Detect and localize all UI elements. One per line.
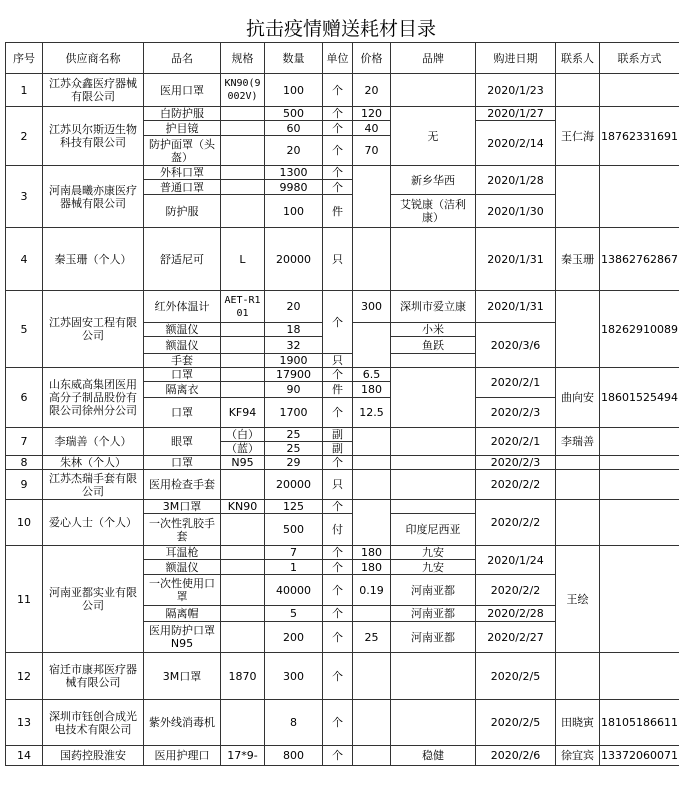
table-row	[6, 700, 680, 746]
cell-qty: 800	[265, 746, 323, 766]
cell-date: 2020/2/14	[476, 121, 556, 166]
cell-spec	[221, 323, 265, 337]
cell-item: 医用护理口	[144, 746, 221, 766]
cell-unit: 副	[323, 428, 353, 442]
cell-supplier: 江苏杰瑞手套有限公司	[43, 470, 144, 500]
cell-phone	[600, 653, 680, 700]
header-spec: 规格	[221, 43, 265, 74]
cell-contact: 王绘	[556, 546, 600, 653]
cell-phone	[600, 74, 680, 107]
cell-qty: 5	[265, 606, 323, 622]
table-row	[6, 368, 680, 382]
cell-spec: KF94	[221, 398, 265, 428]
cell-contact: 田晓寅	[556, 700, 600, 746]
cell-item: 防护面罩（头盔）	[144, 136, 221, 166]
cell-item: 医用检查手套	[144, 470, 221, 500]
cell-date: 2020/2/2	[476, 470, 556, 500]
cell-phone: 18601525494	[600, 368, 680, 428]
cell-item: 额温仪	[144, 337, 221, 354]
cell-unit: 件	[323, 195, 353, 228]
cell-contact	[556, 653, 600, 700]
cell-brand	[391, 470, 476, 500]
table-row	[6, 428, 680, 442]
cell-brand: 印度尼西亚	[391, 514, 476, 546]
cell-item: 额温仪	[144, 323, 221, 337]
cell-brand: 九安	[391, 560, 476, 575]
cell-item: 口罩	[144, 456, 221, 470]
cell-qty: 1900	[265, 354, 323, 368]
cell-price	[353, 653, 391, 700]
cell-price: 180	[353, 560, 391, 575]
cell-unit: 只	[323, 470, 353, 500]
cell-price: 25	[353, 622, 391, 653]
cell-item: 舒适尼可	[144, 228, 221, 291]
cell-spec: L	[221, 228, 265, 291]
header-supplier: 供应商名称	[43, 43, 144, 74]
cell-brand	[391, 74, 476, 107]
cell-unit: 个	[323, 546, 353, 560]
cell-phone: 13862762867	[600, 228, 680, 291]
cell-date: 2020/1/27	[476, 107, 556, 121]
cell-date: 2020/2/27	[476, 622, 556, 653]
cell-contact	[556, 291, 600, 368]
table-row	[6, 653, 680, 700]
header-qty: 数量	[265, 43, 323, 74]
cell-qty: 500	[265, 107, 323, 121]
cell-brand	[391, 456, 476, 470]
cell-price: 180	[353, 382, 391, 398]
cell-brand	[391, 428, 476, 456]
cell-spec	[221, 180, 265, 195]
cell-phone	[600, 500, 680, 546]
cell-unit: 个	[323, 560, 353, 575]
cell-spec	[221, 354, 265, 368]
cell-no: 1	[6, 74, 43, 107]
cell-qty: 20000	[265, 470, 323, 500]
cell-price	[353, 228, 391, 291]
cell-contact: 徐宜宾	[556, 746, 600, 766]
table-row	[6, 291, 680, 323]
cell-spec	[221, 560, 265, 575]
cell-qty: 500	[265, 514, 323, 546]
table-row	[6, 74, 680, 107]
cell-phone	[600, 456, 680, 470]
cell-contact: 秦玉珊	[556, 228, 600, 291]
cell-price	[353, 700, 391, 746]
cell-date: 2020/2/3	[476, 456, 556, 470]
cell-no: 13	[6, 700, 43, 746]
cell-date: 2020/1/31	[476, 228, 556, 291]
cell-date: 2020/1/31	[476, 291, 556, 323]
cell-price: 300	[353, 291, 391, 323]
cell-unit: 个	[323, 166, 353, 180]
cell-qty: 1300	[265, 166, 323, 180]
cell-qty: 20	[265, 291, 323, 323]
cell-brand: 无	[391, 107, 476, 166]
header-phone: 联系方式	[600, 43, 680, 74]
cell-unit: 个	[323, 136, 353, 166]
cell-unit: 个	[323, 575, 353, 606]
cell-item: 3M口罩	[144, 500, 221, 514]
cell-spec	[221, 195, 265, 228]
cell-qty: 60	[265, 121, 323, 136]
cell-no: 10	[6, 500, 43, 546]
cell-phone	[600, 470, 680, 500]
cell-qty: 8	[265, 700, 323, 746]
cell-price: 40	[353, 121, 391, 136]
cell-unit: 只	[323, 228, 353, 291]
cell-brand	[391, 700, 476, 746]
cell-spec: KN90	[221, 500, 265, 514]
cell-qty: 1	[265, 560, 323, 575]
cell-supplier: 深圳市钰创合成光电技术有限公司	[43, 700, 144, 746]
table-row	[6, 456, 680, 470]
cell-price	[353, 746, 391, 766]
cell-spec	[221, 368, 265, 382]
cell-unit: 个	[323, 622, 353, 653]
table-row	[6, 166, 680, 180]
cell-price: 120	[353, 107, 391, 121]
cell-brand: 九安	[391, 546, 476, 560]
cell-spec	[221, 107, 265, 121]
cell-date: 2020/1/23	[476, 74, 556, 107]
cell-unit: 只	[323, 354, 353, 368]
cell-phone	[600, 546, 680, 653]
cell-brand: 深圳市爱立康	[391, 291, 476, 323]
cell-supplier: 河南晨曦亦康医疗器械有限公司	[43, 166, 144, 228]
cell-supplier: 河南亚都实业有限公司	[43, 546, 144, 653]
cell-qty: 25	[265, 428, 323, 442]
cell-brand: 新乡华西	[391, 166, 476, 195]
cell-contact	[556, 470, 600, 500]
cell-qty: 25	[265, 442, 323, 456]
cell-no: 11	[6, 546, 43, 653]
cell-spec	[221, 700, 265, 746]
cell-unit: 个	[323, 121, 353, 136]
cell-supplier: 李瑞善（个人）	[43, 428, 144, 456]
cell-qty: 7	[265, 546, 323, 560]
cell-no: 6	[6, 368, 43, 428]
cell-qty: 1700	[265, 398, 323, 428]
cell-phone: 18762331691	[600, 107, 680, 166]
cell-brand: 小米	[391, 323, 476, 337]
cell-qty: 100	[265, 195, 323, 228]
cell-item: 额温仪	[144, 560, 221, 575]
cell-contact: 曲向安	[556, 368, 600, 428]
cell-phone: 13372060071	[600, 746, 680, 766]
cell-price	[353, 500, 391, 546]
cell-item: 白防护服	[144, 107, 221, 121]
cell-contact	[556, 166, 600, 228]
cell-contact: 王仁海	[556, 107, 600, 166]
cell-no: 7	[6, 428, 43, 456]
cell-spec	[221, 337, 265, 354]
cell-brand: 河南亚都	[391, 606, 476, 622]
table-row	[6, 746, 680, 766]
cell-brand: 稳健	[391, 746, 476, 766]
cell-date: 2020/1/28	[476, 166, 556, 195]
header-contact: 联系人	[556, 43, 600, 74]
cell-item: 普通口罩	[144, 180, 221, 195]
cell-unit: 个	[323, 456, 353, 470]
cell-item: 护目镜	[144, 121, 221, 136]
cell-date: 2020/2/2	[476, 575, 556, 606]
cell-qty: 125	[265, 500, 323, 514]
cell-unit: 个	[323, 368, 353, 382]
cell-unit: 个	[323, 107, 353, 121]
cell-price: 6.5	[353, 368, 391, 382]
cell-supplier: 爱心人士（个人）	[43, 500, 144, 546]
cell-item: 一次性使用口罩	[144, 575, 221, 606]
cell-unit: 个	[323, 500, 353, 514]
cell-contact: 李瑞善	[556, 428, 600, 456]
header-brand: 品牌	[391, 43, 476, 74]
cell-qty: 40000	[265, 575, 323, 606]
cell-date: 2020/2/28	[476, 606, 556, 622]
cell-phone: 18262910089	[600, 291, 680, 368]
cell-item: 一次性乳胶手套	[144, 514, 221, 546]
cell-qty: 29	[265, 456, 323, 470]
cell-qty: 20000	[265, 228, 323, 291]
cell-spec: 17*9-	[221, 746, 265, 766]
cell-supplier: 秦玉珊（个人）	[43, 228, 144, 291]
cell-supplier: 山东威高集团医用高分子制品股份有限公司徐州分公司	[43, 368, 144, 428]
cell-spec	[221, 622, 265, 653]
cell-supplier: 江苏贝尔斯迈生物科技有限公司	[43, 107, 144, 166]
cell-item: 隔离帽	[144, 606, 221, 622]
cell-brand: 鱼跃	[391, 337, 476, 354]
cell-unit: 个	[323, 291, 353, 354]
cell-brand	[391, 228, 476, 291]
cell-item: 手套	[144, 354, 221, 368]
table-row	[6, 500, 680, 514]
cell-no: 12	[6, 653, 43, 700]
cell-no: 4	[6, 228, 43, 291]
cell-qty: 17900	[265, 368, 323, 382]
cell-unit: 副	[323, 442, 353, 456]
cell-spec: （蓝）	[221, 442, 265, 456]
cell-item: 3M口罩	[144, 653, 221, 700]
cell-no: 5	[6, 291, 43, 368]
cell-item: 防护服	[144, 195, 221, 228]
cell-item: 外科口罩	[144, 166, 221, 180]
cell-date: 2020/2/1	[476, 368, 556, 398]
table-row	[6, 228, 680, 291]
cell-date: 2020/2/2	[476, 500, 556, 546]
cell-spec	[221, 136, 265, 166]
cell-brand: 河南亚都	[391, 622, 476, 653]
cell-price: 70	[353, 136, 391, 166]
cell-brand	[391, 653, 476, 700]
header-date: 购进日期	[476, 43, 556, 74]
cell-brand	[391, 354, 476, 368]
cell-price	[353, 456, 391, 470]
header-row	[6, 43, 680, 74]
cell-item: 耳温枪	[144, 546, 221, 560]
cell-qty: 200	[265, 622, 323, 653]
cell-spec: N95	[221, 456, 265, 470]
cell-supplier: 国药控股淮安	[43, 746, 144, 766]
cell-date: 2020/2/3	[476, 398, 556, 428]
cell-date: 2020/3/6	[476, 323, 556, 368]
cell-unit: 个	[323, 700, 353, 746]
cell-price: 12.5	[353, 398, 391, 428]
cell-qty: 32	[265, 337, 323, 354]
cell-no: 8	[6, 456, 43, 470]
cell-qty: 18	[265, 323, 323, 337]
cell-brand: 艾锐康（洁利康）	[391, 195, 476, 228]
cell-date: 2020/2/5	[476, 700, 556, 746]
cell-item: 口罩	[144, 368, 221, 382]
cell-unit: 个	[323, 653, 353, 700]
cell-phone	[600, 428, 680, 456]
cell-unit: 件	[323, 382, 353, 398]
cell-unit: 个	[323, 398, 353, 428]
cell-unit: 个	[323, 180, 353, 195]
cell-unit: 个	[323, 606, 353, 622]
cell-contact	[556, 456, 600, 470]
header-item: 品名	[144, 43, 221, 74]
cell-price	[353, 166, 391, 228]
cell-spec: （白）	[221, 428, 265, 442]
cell-brand	[391, 368, 476, 428]
header-price: 价格	[353, 43, 391, 74]
cell-phone: 18105186611	[600, 700, 680, 746]
cell-spec: AET-R101	[221, 291, 265, 323]
cell-item: 医用口罩	[144, 74, 221, 107]
cell-qty: 300	[265, 653, 323, 700]
cell-qty: 9980	[265, 180, 323, 195]
cell-spec: 1870	[221, 653, 265, 700]
cell-brand: 河南亚都	[391, 575, 476, 606]
cell-spec	[221, 121, 265, 136]
table-row	[6, 470, 680, 500]
cell-price	[353, 428, 391, 456]
cell-spec	[221, 546, 265, 560]
cell-spec	[221, 166, 265, 180]
cell-supplier: 宿迁市康邦医疗器械有限公司	[43, 653, 144, 700]
cell-contact	[556, 500, 600, 546]
header-unit: 单位	[323, 43, 353, 74]
cell-price	[353, 323, 391, 368]
cell-spec: KN90(9002V)	[221, 74, 265, 107]
document-title: 抗击疫情赠送耗材目录	[245, 18, 436, 40]
cell-spec	[221, 575, 265, 606]
cell-no: 9	[6, 470, 43, 500]
cell-no: 3	[6, 166, 43, 228]
cell-date: 2020/1/24	[476, 546, 556, 575]
cell-date: 2020/2/6	[476, 746, 556, 766]
cell-unit: 个	[323, 74, 353, 107]
cell-spec	[221, 470, 265, 500]
cell-qty: 20	[265, 136, 323, 166]
cell-supplier: 江苏固安工程有限公司	[43, 291, 144, 368]
cell-qty: 90	[265, 382, 323, 398]
cell-contact	[556, 74, 600, 107]
cell-phone	[600, 166, 680, 228]
cell-date: 2020/2/5	[476, 653, 556, 700]
cell-item: 紫外线消毒机	[144, 700, 221, 746]
cell-spec	[221, 514, 265, 546]
cell-unit: 付	[323, 514, 353, 546]
cell-no: 2	[6, 107, 43, 166]
cell-item: 眼罩	[144, 428, 221, 456]
supplies-table	[5, 42, 679, 766]
cell-price: 0.19	[353, 575, 391, 606]
cell-date: 2020/1/30	[476, 195, 556, 228]
cell-price	[353, 606, 391, 622]
cell-item: 口罩	[144, 398, 221, 428]
header-no: 序号	[6, 43, 43, 74]
cell-item: 隔离衣	[144, 382, 221, 398]
table-row	[6, 546, 680, 560]
cell-spec	[221, 606, 265, 622]
table-row	[6, 107, 680, 121]
table-container	[5, 42, 679, 796]
cell-no: 14	[6, 746, 43, 766]
cell-price	[353, 470, 391, 500]
cell-brand	[391, 500, 476, 514]
cell-price: 20	[353, 74, 391, 107]
cell-item: 红外体温计	[144, 291, 221, 323]
cell-supplier: 朱林（个人）	[43, 456, 144, 470]
cell-spec	[221, 382, 265, 398]
cell-item: 医用防护口罩 N95	[144, 622, 221, 653]
cell-qty: 100	[265, 74, 323, 107]
cell-unit: 个	[323, 746, 353, 766]
cell-price: 180	[353, 546, 391, 560]
cell-supplier: 江苏众鑫医疗器械有限公司	[43, 74, 144, 107]
cell-date: 2020/2/1	[476, 428, 556, 456]
